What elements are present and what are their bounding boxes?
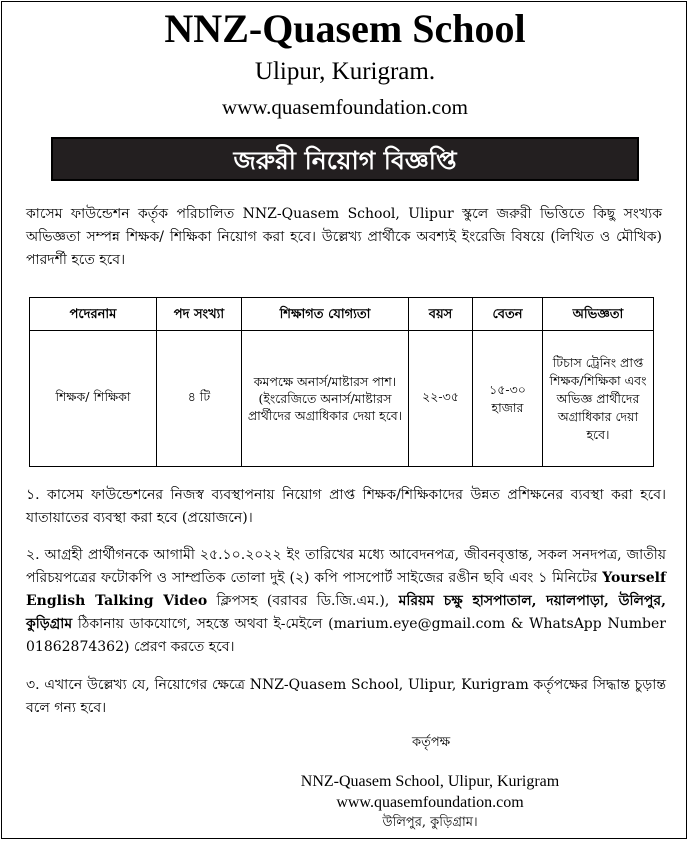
note-1: ১. কাসেম ফাউন্ডেশনের নিজস্ব ব্যবস্থাপনায় নিয়োগ প্রাপ্ত শিক্ষক/শিক্ষিকাদের উন্নত প্রশিক্ষনের ব্যবস্থা করা হবে। যাতায়াতের ব্যবস্থা করা হবে (প্রয়োজনে)। xyxy=(26,487,666,526)
header-post: পদেরনাম xyxy=(30,298,157,331)
cell-post: শিক্ষক/ শিক্ষিকা xyxy=(30,331,157,467)
header-age: বয়স xyxy=(409,298,473,331)
note-3: ৩. এখানে উল্লেখ্য যে, নিয়োগের ক্ষেত্রে NNZ-Quasem School, Ulipur, Kurigram কর্তৃপক্ষের সিদ্ধান্ত চুড়ান্ত বলে গন্য হবে। xyxy=(26,677,666,716)
footer-school: NNZ-Quasem School, Ulipur, Kurigram xyxy=(300,773,560,790)
school-location: Ulipur, Kurigram. xyxy=(254,58,436,85)
authority-label: কর্তৃপক্ষ xyxy=(412,735,451,750)
note-2-text-3: ঠিকানায় ডাকযোগে, সহস্তে অথবা ই-মেইলে (marium.eye@gmail.com & WhatsApp Number 01862874362) প্রেরণ করতে হবে। xyxy=(26,616,666,655)
header-experience: অভিজ্ঞতা xyxy=(543,298,654,331)
website-link[interactable]: www.quasemfoundation.com xyxy=(222,95,468,119)
note-2-video-label: Yourself English Talking Video xyxy=(26,570,666,609)
footer-address: উলিপুর, কুড়িগ্রাম। xyxy=(382,815,478,830)
intro-paragraph: কাসেম ফাউন্ডেশন কর্তৃক পরিচালিত NNZ-Quasem School, Ulipur স্কুলে জরুরী ভিত্তিতে কিছু সংখ্যক অভিজ্ঞতা সম্পন্ন শিক্ষক/ শিক্ষিকা নিয়োগ করা হবে। উল্লেখ্য প্রার্থীকে অবশ্যই ইংরেজি বিষয়ে (লিখিত ও মৌখিক) পারদর্শী হতে হবে। xyxy=(26,206,662,268)
header-count: পদ সংখ্যা xyxy=(157,298,242,331)
table-row xyxy=(30,331,654,467)
school-name: NNZ-Quasem School xyxy=(164,6,526,51)
header-qualification: শিক্ষাগত যোগ্যতা xyxy=(242,298,409,331)
cell-salary: ১৫-৩০ হাজার xyxy=(473,331,543,467)
table-header-row xyxy=(30,298,654,331)
notice-banner: জরুরী নিয়োগ বিজ্ঞপ্তি xyxy=(51,137,639,181)
note-2-text-2: ক্লিপসহ (বরাবর ডি.জি.এম.), xyxy=(207,593,399,609)
cell-qualification: কমপক্ষে অনার্স/মাষ্টারস পাশ। (ইংরেজিতে অনার্স/মাষ্টারস প্রার্থীদের অগ্রাধিকার দেয়া হবে। xyxy=(242,331,409,467)
note-2-address: মরিয়ম চক্ষু হাসপাতাল, দয়ালপাড়া, উলিপুর, কুড়িগ্রাম xyxy=(26,593,667,632)
cell-age: ২২-৩৫ xyxy=(409,331,473,467)
cell-count: ৪ টি xyxy=(157,331,242,467)
note-2-text-1: ২. আগ্রহী প্রার্থীগনকে আগামী ২৫.১০.২০২২ ইং তারিখের মধ্যে আবেদনপত্র, জীবনবৃত্তান্ত, সকল সনদপত্র, জাতীয় পরিচয়পত্রের ফটোকপি ও সাম্প্রতিক তোলা দুই (২) কপি পাসপোর্ট সাইজের রঙীন ছবি এবং ১ মিনিটের xyxy=(26,547,666,586)
note-2 xyxy=(26,544,666,659)
footer-website[interactable]: www.quasemfoundation.com xyxy=(336,794,524,811)
cell-experience: টিচাস ট্রেনিং প্রাপ্ত শিক্ষক/শিক্ষিকা এবং অভিজ্ঞ প্রার্থীদের অগ্রাধিকার দেয়া হবে। xyxy=(543,331,654,467)
footer-block xyxy=(255,771,605,833)
job-table xyxy=(29,297,654,467)
header-salary: বেতন xyxy=(473,298,543,331)
